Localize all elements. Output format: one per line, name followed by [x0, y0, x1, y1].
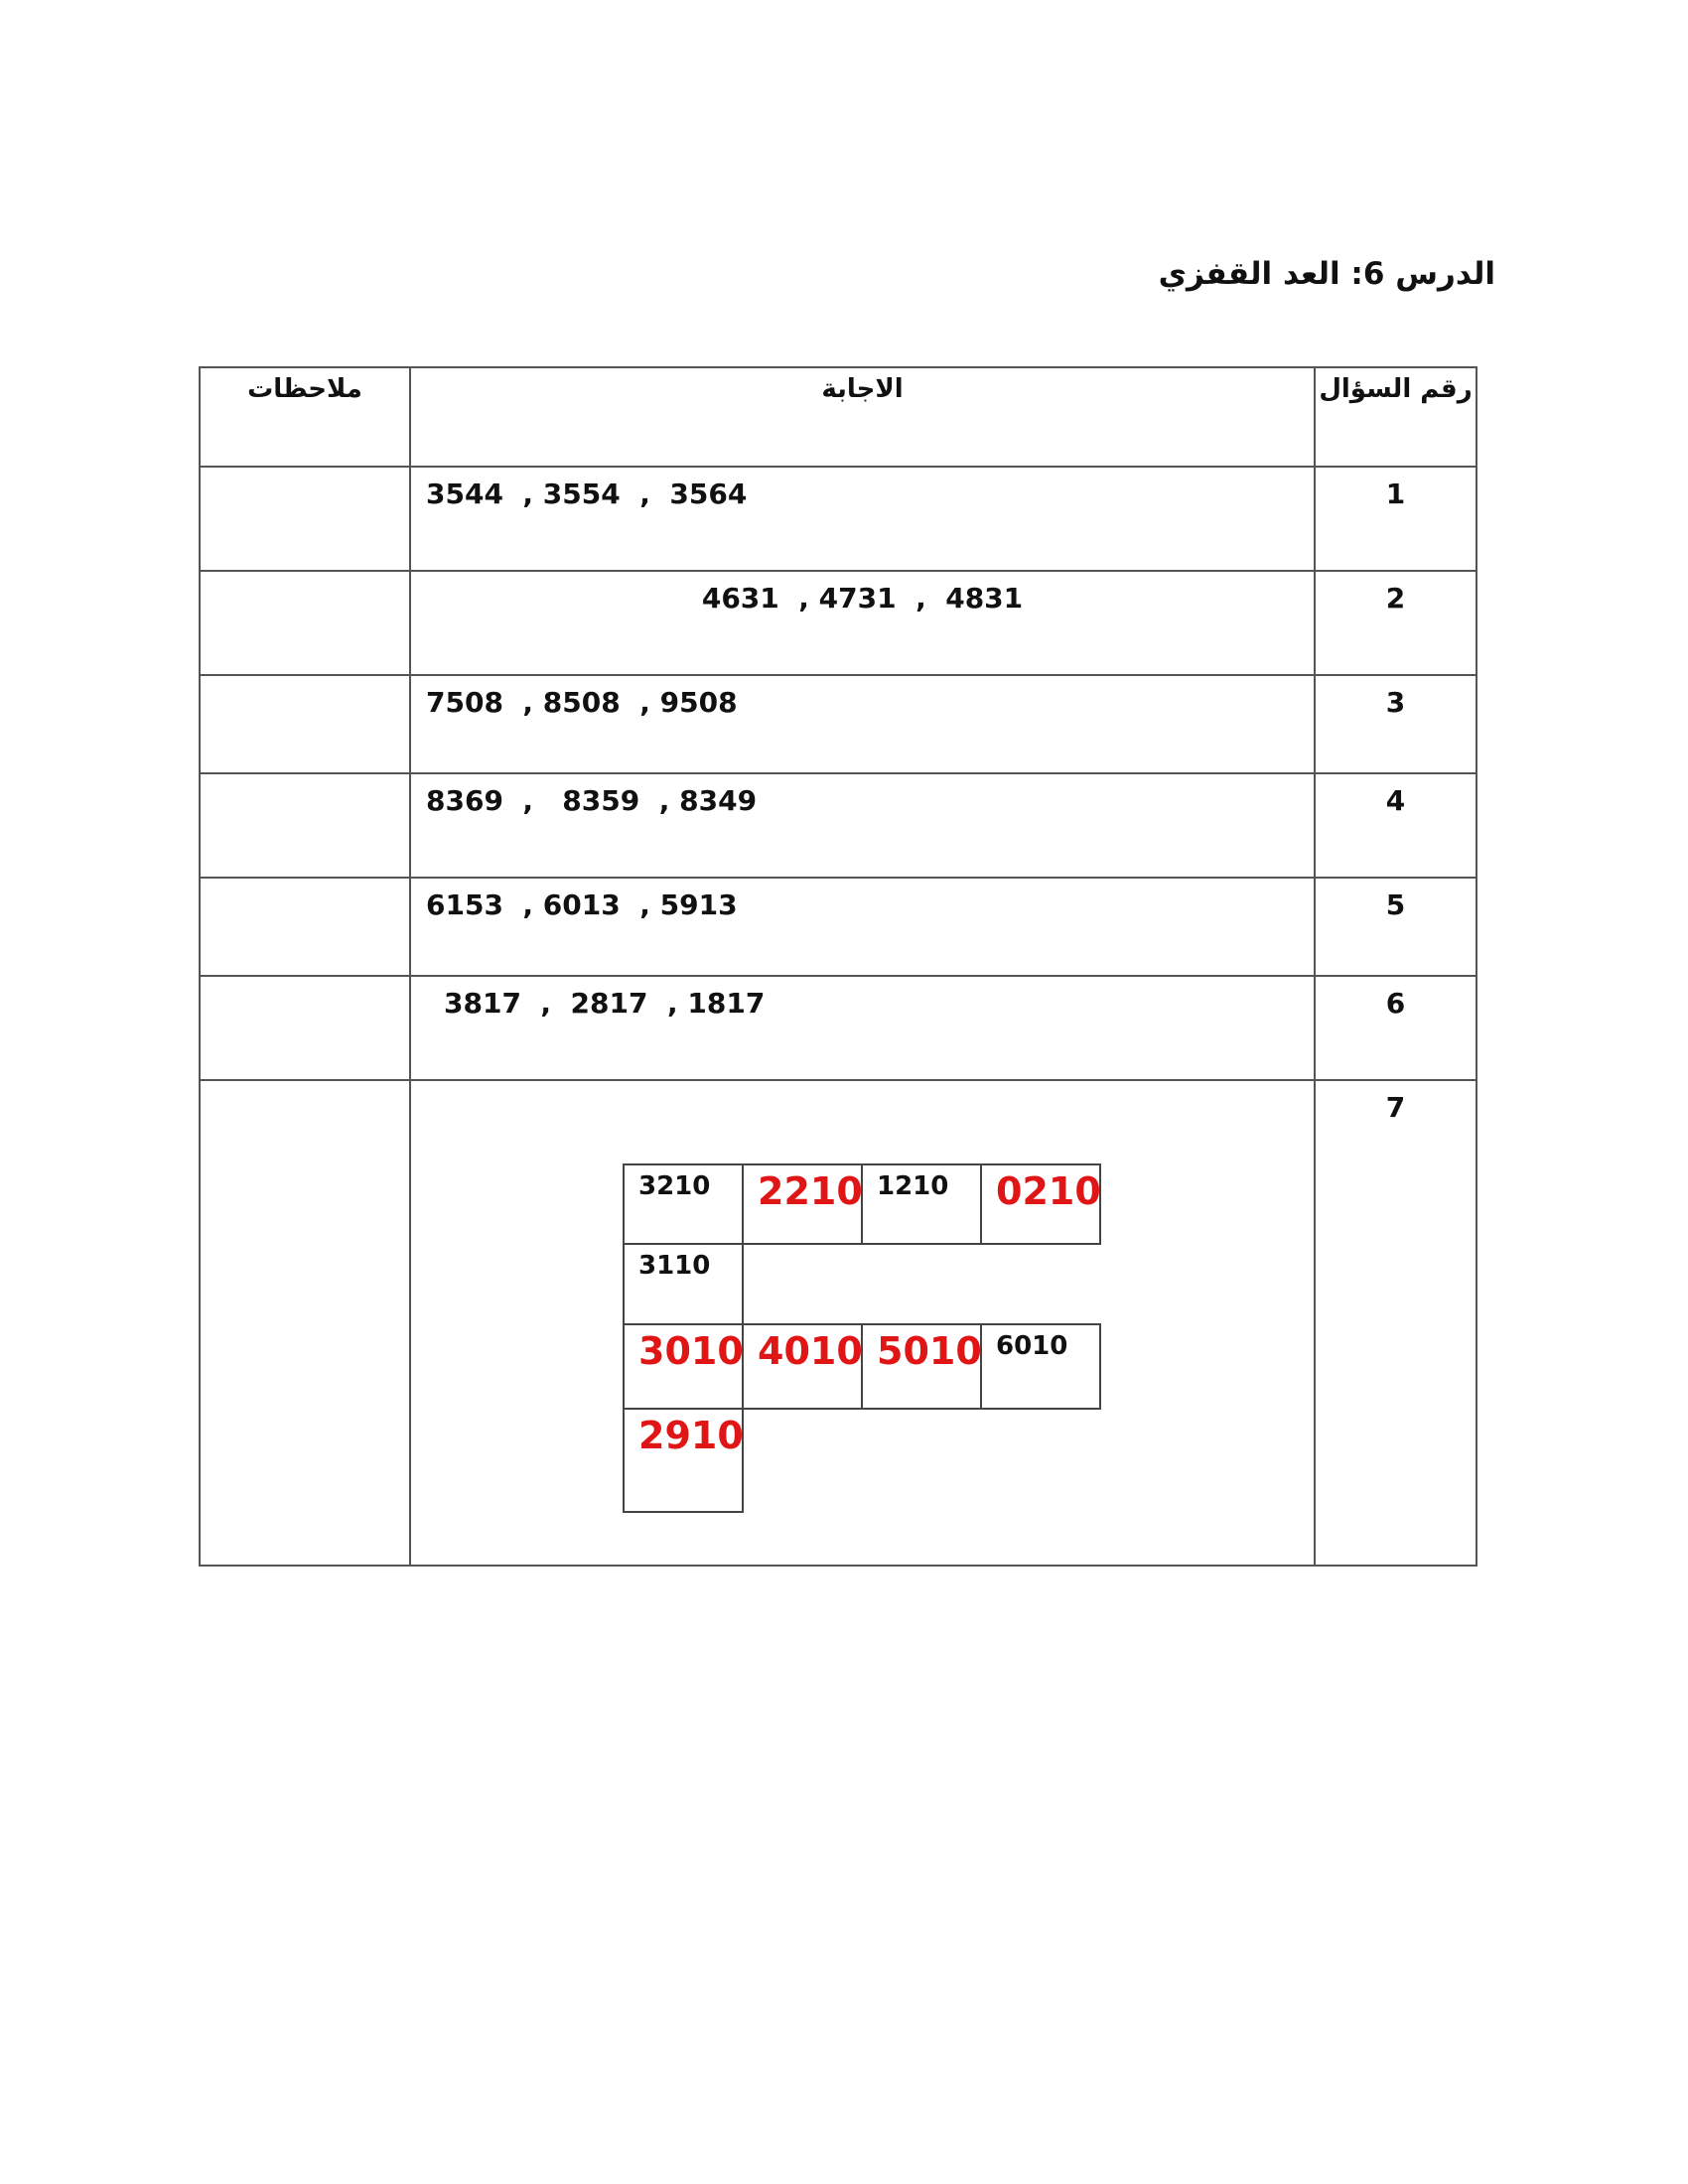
page-title: الدرس 6: العد القفزي: [1158, 256, 1495, 292]
table-row: [200, 467, 1477, 571]
header-answer: الاجابة: [410, 367, 1315, 467]
notes-cell: [200, 1080, 410, 1566]
table-row: [200, 976, 1477, 1080]
question-number: 7: [1315, 1080, 1477, 1566]
header-notes: ملاحظات: [200, 367, 410, 467]
grid-cell: 3210: [623, 1163, 744, 1245]
notes-cell: [200, 976, 410, 1080]
grid-cell-highlight: 3010: [623, 1323, 744, 1410]
grid-cell: 6010: [980, 1323, 1101, 1410]
table-row: [200, 773, 1477, 878]
notes-cell: [200, 675, 410, 773]
number-grid: [411, 1081, 1314, 1556]
notes-cell: [200, 571, 410, 675]
question-number: 2: [1315, 571, 1477, 675]
question-number: 4: [1315, 773, 1477, 878]
answer-cell: 6153 , 6013 , 5913: [410, 878, 1315, 976]
table-row: [200, 1080, 1477, 1566]
notes-cell: [200, 467, 410, 571]
grid-cell: 1210: [861, 1163, 982, 1245]
grid-cell-highlight: 0210: [980, 1163, 1101, 1245]
answer-cell: 4631 , 4731 , 4831: [410, 571, 1315, 675]
answer-cell: 3817 , 2817 , 1817: [410, 976, 1315, 1080]
question-number: 3: [1315, 675, 1477, 773]
grid-cell-highlight: 2910: [623, 1408, 744, 1513]
question-number: 5: [1315, 878, 1477, 976]
table-row: [200, 675, 1477, 773]
table-row: [200, 571, 1477, 675]
table-row: [200, 878, 1477, 976]
answer-cell: 7508 , 8508 , 9508: [410, 675, 1315, 773]
grid-cell-highlight: 5010: [861, 1323, 982, 1410]
grid-cell-highlight: 2210: [742, 1163, 863, 1245]
question-number: 6: [1315, 976, 1477, 1080]
answer-cell-grid: [410, 1080, 1315, 1566]
grid-cell: 3110: [623, 1243, 744, 1325]
answer-cell: 3544 , 3554 , 3564: [410, 467, 1315, 571]
answer-cell: 8369 , 8359 , 8349: [410, 773, 1315, 878]
question-number: 1: [1315, 467, 1477, 571]
grid-cell-highlight: 4010: [742, 1323, 863, 1410]
notes-cell: [200, 878, 410, 976]
answer-table: [199, 366, 1477, 1567]
header-row: [200, 367, 1477, 467]
header-question-number: رقم السؤال: [1315, 367, 1477, 467]
notes-cell: [200, 773, 410, 878]
